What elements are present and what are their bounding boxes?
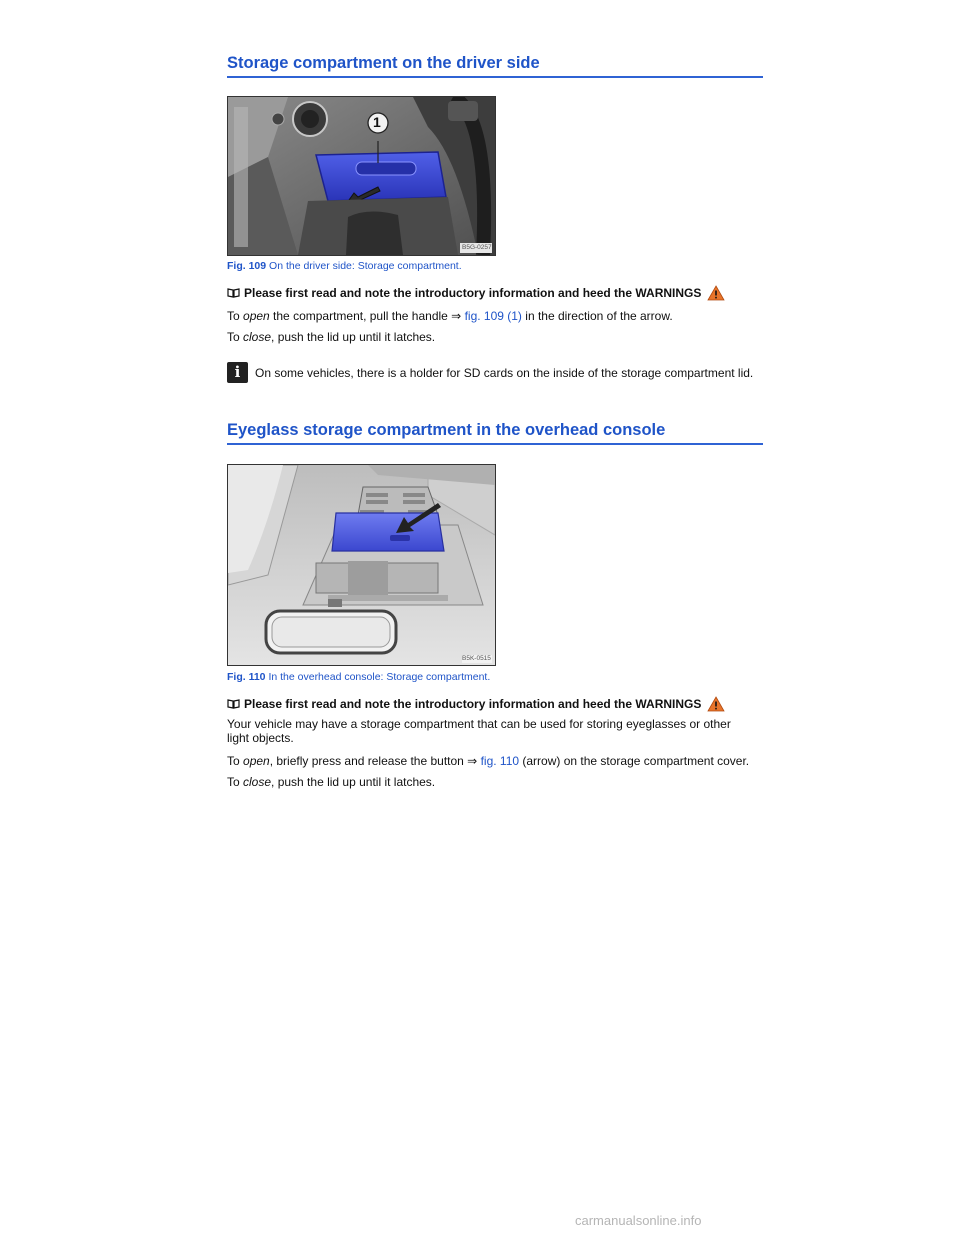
fig-109-link[interactable]: fig. 109 (1): [464, 309, 522, 323]
caption-label: Fig. 109: [227, 260, 267, 272]
warning-icon[interactable]: [707, 696, 725, 712]
open-word: open: [243, 309, 270, 323]
open-instruction: [227, 309, 763, 323]
close-suffix: , push the lid up until it latches.: [271, 330, 436, 344]
book-icon: [227, 288, 240, 298]
intro-text: Please first read and note the introductory information and heed the WARNINGS: [244, 286, 702, 300]
figure-callout-1: 1: [373, 114, 381, 130]
open-suffix: in the direction of the arrow.: [521, 309, 673, 323]
figure-109-caption: [227, 260, 462, 272]
info-icon: i: [227, 362, 248, 383]
figure-109-image: [227, 96, 496, 256]
note-text: On some vehicles, there is a holder for SD cards on the inside of the storage compartment lid.: [255, 365, 754, 380]
warning-icon[interactable]: [707, 285, 725, 301]
section-driver-storage: [227, 54, 763, 78]
close-word: close: [243, 330, 272, 344]
open-word: open: [243, 754, 270, 768]
open-prefix: To: [227, 754, 244, 768]
close-prefix: To: [227, 330, 244, 344]
book-icon: [227, 699, 240, 709]
open-mid: , briefly press and release the button ⇒: [269, 754, 481, 768]
caption-text: In the overhead console: Storage compartment.: [265, 671, 491, 683]
figure-code: B5K-0515: [462, 655, 491, 662]
intro-text: Please first read and note the introductory information and heed the WARNINGS: [244, 697, 702, 711]
note-line: [227, 362, 763, 383]
figure-110-image: [227, 464, 496, 666]
close-instruction: [227, 330, 763, 344]
open-mid: the compartment, pull the handle ⇒: [269, 309, 465, 323]
caption-text: On the driver side: Storage compartment.: [266, 260, 462, 272]
section-title: Storage compartment on the driver side: [227, 54, 763, 78]
section-eyeglass-storage: [227, 421, 763, 445]
caption-label: Fig. 110: [227, 671, 266, 683]
open-suffix: (arrow) on the storage compartment cover.: [519, 754, 750, 768]
intro-line: [227, 696, 763, 712]
figure-code: B5G-0257: [462, 244, 492, 251]
open-prefix: To: [227, 309, 244, 323]
section-title: Eyeglass storage compartment in the overhead console: [227, 421, 763, 445]
close-instruction: [227, 775, 763, 789]
description-paragraph: Your vehicle may have a storage compartment that can be used for storing eyeglasses or other light objects.: [227, 717, 731, 745]
watermark: carmanualsonline.info: [575, 1213, 702, 1228]
open-instruction: [227, 754, 763, 768]
overhead-console-illustration: [228, 465, 495, 665]
intro-line: [227, 285, 763, 301]
close-prefix: To: [227, 775, 244, 789]
fig-110-link[interactable]: fig. 110: [480, 754, 520, 768]
driver-storage-illustration: [228, 97, 495, 255]
figure-110-caption: [227, 671, 490, 683]
close-suffix: , push the lid up until it latches.: [271, 775, 436, 789]
close-word: close: [243, 775, 272, 789]
